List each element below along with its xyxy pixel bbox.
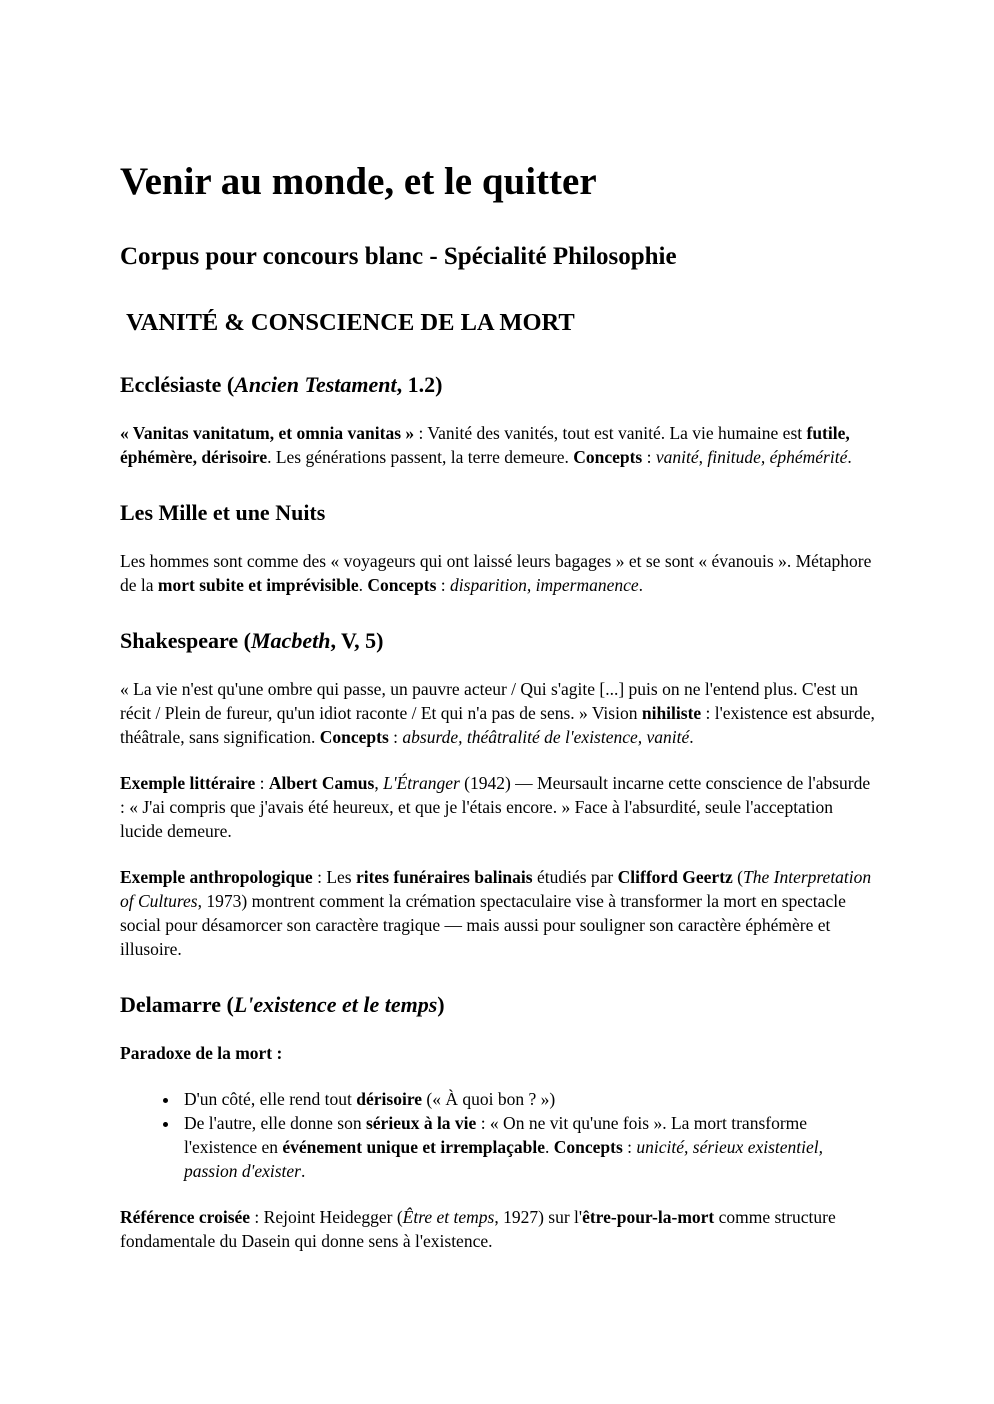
text-run: Concepts: [367, 575, 437, 595]
text-run: Macbeth: [251, 628, 331, 653]
paragraph-ecclesiaste: [120, 421, 876, 469]
section-heading-vanite-conscience: VANITÉ & CONSCIENCE DE LA MORT: [120, 309, 575, 336]
text-run: Paradoxe de la mort :: [120, 1043, 283, 1063]
text-run: Clifford Geertz: [617, 867, 733, 887]
text-run: unicité, sérieux existentiel, passion d'exister: [184, 1137, 824, 1181]
text-run: :: [642, 447, 656, 467]
paragraph-exemple-litteraire: [120, 771, 876, 843]
text-run: mort subite et imprévisible: [157, 575, 359, 595]
heading-delamarre: [120, 991, 876, 1018]
heading-shakespeare: [120, 627, 876, 654]
heading-mille-et-une-nuits: [120, 499, 876, 526]
text-run: ,: [374, 773, 384, 793]
text-run: : Rejoint Heidegger (: [250, 1207, 403, 1227]
text-run: Concepts: [573, 447, 643, 467]
text-run: : l'existence est absurde, théâtrale, sans signification.: [120, 703, 875, 747]
text-run: disparition, impermanence: [450, 575, 639, 595]
paragraph-shakespeare: [120, 677, 876, 749]
text-run: : Vanité des vanités, tout est vanité. La vie humaine est: [414, 423, 807, 443]
text-run: :: [622, 1137, 637, 1157]
text-run: , 1927) sur l': [494, 1207, 583, 1227]
text-run: .: [358, 575, 368, 595]
text-run: (: [732, 867, 743, 887]
heading-ecclesiaste: [120, 371, 876, 398]
text-run: :: [255, 773, 269, 793]
text-run: (« À quoi bon ? »): [422, 1089, 556, 1109]
text-run: , V, 5): [330, 628, 384, 653]
text-run: dérisoire: [356, 1089, 423, 1109]
text-run: : Les: [312, 867, 356, 887]
text-run: comme structure fondamentale du Dasein qui donne sens à l'existence.: [120, 1207, 836, 1251]
text-run: Être et temps: [402, 1207, 495, 1227]
text-run: L'existence et le temps: [233, 992, 438, 1017]
text-run: absurde, théâtralité de l'existence, vanité: [402, 727, 690, 747]
text-run: Concepts: [553, 1137, 623, 1157]
text-run: Ancien Testament: [234, 372, 397, 397]
text-run: .: [847, 447, 852, 467]
text-run: futile, éphémère, dérisoire: [120, 423, 850, 467]
text-run: (1942) — Meursault incarne cette conscience de l'absurde : « J'ai compris que j'avais été heureux, et que je l'étais encore. » Face à l'absurdité, seule l'acceptation lucide demeure.: [120, 773, 871, 841]
text-run: ): [437, 992, 445, 1017]
text-run: :: [436, 575, 451, 595]
text-run: Les hommes sont comme des « voyageurs qui ont laissé leurs bagages » et se sont « évanouis ». Métaphore de la: [120, 551, 872, 595]
text-run: événement unique et irremplaçable: [282, 1137, 546, 1157]
text-run: . Les générations passent, la terre demeure.: [267, 447, 574, 467]
text-run: :: [388, 727, 403, 747]
text-run: rites funéraires balinais: [355, 867, 533, 887]
paradoxe-list: [120, 1087, 876, 1183]
text-run: , 1.2): [396, 372, 443, 397]
text-run: Albert Camus: [268, 773, 375, 793]
text-run: « La vie n'est qu'une ombre qui passe, un pauvre acteur / Qui s'agite [...] puis on ne l'entend plus. C'est un récit / Plein de fureur, qu'un idiot raconte / Et qui n'a pas de sens. » Vision: [120, 679, 858, 723]
text-run: Exemple littéraire: [120, 773, 256, 793]
text-run: Delamarre (: [120, 992, 234, 1017]
text-run: Référence croisée: [120, 1207, 251, 1227]
text-run: vanité, finitude, éphémérité: [655, 447, 848, 467]
text-run: .: [689, 727, 694, 747]
text-run: « Vanitas vanitatum, et omnia vanitas »: [120, 423, 415, 443]
document-title: Venir au monde, et le quitter: [120, 160, 597, 203]
text-run: .: [638, 575, 644, 595]
document-body: [120, 371, 876, 1253]
text-run: The Interpretation of Cultures: [120, 867, 872, 911]
text-run: , 1973) montrent comment la crémation spectaculaire vise à transformer la mort en spectacle social pour désamorcer son caractère tragique — mais aussi pour souligner son caractère éphémère et illusoire.: [120, 891, 846, 959]
bullet-list-item: [180, 1087, 876, 1111]
text-run: Les Mille et une Nuits: [120, 500, 326, 525]
text-run: nihiliste: [641, 703, 702, 723]
bullet-list-item: [180, 1111, 876, 1183]
paragraph-mille-et-une-nuits: [120, 549, 876, 597]
text-run: Shakespeare (: [120, 628, 251, 653]
text-run: Ecclésiaste (: [120, 372, 235, 397]
text-run: Concepts: [319, 727, 389, 747]
subheading-paradoxe-de-la-mort: [120, 1041, 876, 1065]
text-run: L'Étranger: [383, 773, 460, 793]
text-run: sérieux à la vie: [365, 1113, 477, 1133]
text-run: .: [545, 1137, 554, 1157]
text-run: D'un côté, elle rend tout: [184, 1089, 357, 1109]
text-run: Exemple anthropologique: [120, 867, 313, 887]
document-subtitle: Corpus pour concours blanc - Spécialité Philosophie: [120, 243, 677, 270]
text-run: .: [301, 1161, 306, 1181]
text-run: : « On ne vit qu'une fois ». La mort transforme l'existence en: [184, 1113, 808, 1157]
paragraph-exemple-anthropologique: [120, 865, 876, 961]
text-run: De l'autre, elle donne son: [184, 1113, 366, 1133]
paragraph-reference-croisee: [120, 1205, 876, 1253]
text-run: être-pour-la-mort: [582, 1207, 715, 1227]
text-run: étudiés par: [532, 867, 618, 887]
